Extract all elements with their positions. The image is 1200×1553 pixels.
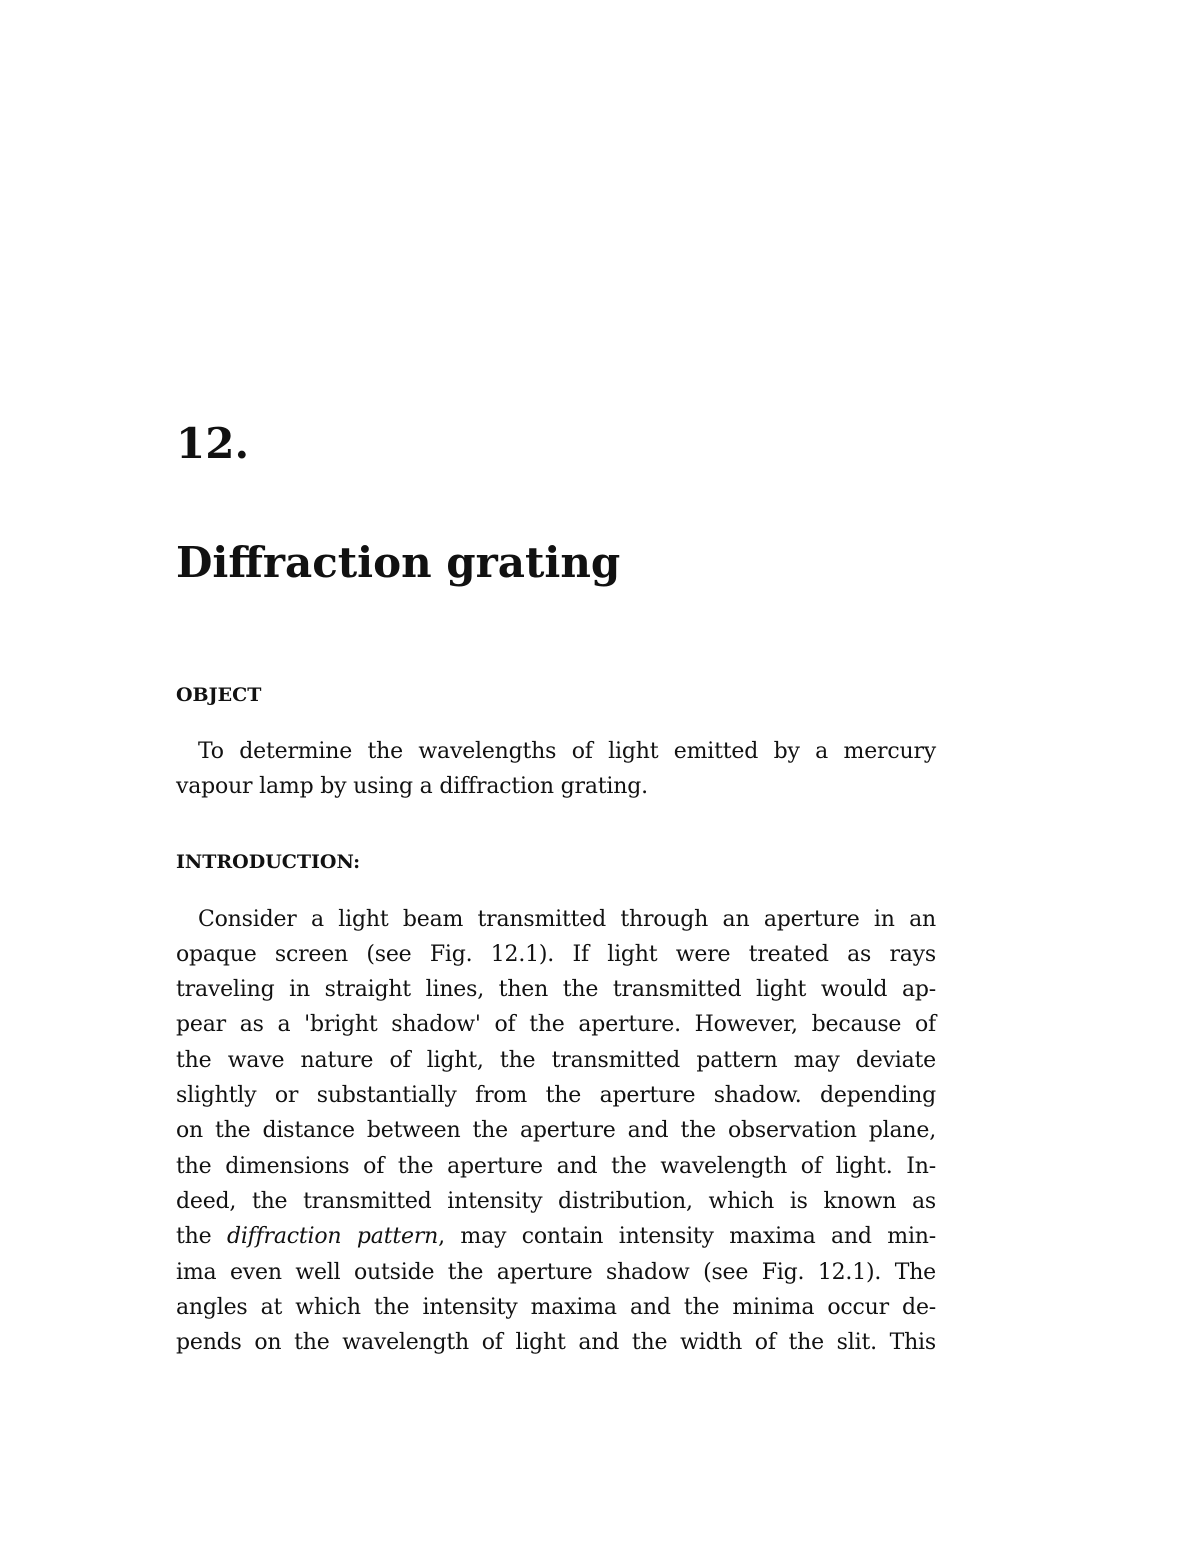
introduction-line: traveling in straight lines, then the transmitted light would ap- [176, 977, 936, 1003]
chapter-title: Diffraction grating [176, 538, 621, 587]
introduction-line: pends on the wavelength of light and the width of the slit. This [176, 1330, 936, 1356]
introduction-heading: INTRODUCTION: [176, 850, 361, 873]
object-heading: OBJECT [176, 684, 262, 706]
diffraction-pattern-term: diffraction pattern [226, 1224, 439, 1250]
introduction-line: angles at which the intensity maxima and the minima occur de- [176, 1294, 936, 1320]
object-line: vapour lamp by using a diffraction grating. [176, 774, 648, 800]
introduction-line-emphasis [176, 1219, 936, 1254]
introduction-line: the dimensions of the aperture and the wavelength of light. In- [176, 1153, 936, 1179]
introduction-line: slightly or substantially from the aperture shadow. depending [176, 1083, 936, 1109]
introduction-line: the wave nature of light, the transmitted pattern may deviate [176, 1047, 936, 1073]
chapter-number: 12. [176, 419, 250, 468]
object-line: To determine the wavelengths of light emitted by a mercury [198, 739, 936, 764]
object-paragraph [176, 734, 936, 805]
introduction-line: pear as a 'bright shadow' of the aperture. However, because of [176, 1012, 936, 1038]
introduction-line: Consider a light beam transmitted through an aperture in an [198, 906, 936, 932]
line-text-before: the [176, 1224, 227, 1250]
introduction-line: ima even well outside the aperture shadow (see Fig. 12.1). The [176, 1259, 936, 1285]
line-text-after: , may contain intensity maxima and min- [438, 1224, 936, 1250]
introduction-line: deed, the transmitted intensity distribution, which is known as [176, 1188, 936, 1214]
introduction-line: on the distance between the aperture and the observation plane, [176, 1118, 936, 1144]
page-content [176, 418, 936, 1360]
introduction-line: opaque screen (see Fig. 12.1). If light were treated as rays [176, 941, 936, 967]
introduction-paragraph [176, 902, 936, 1361]
